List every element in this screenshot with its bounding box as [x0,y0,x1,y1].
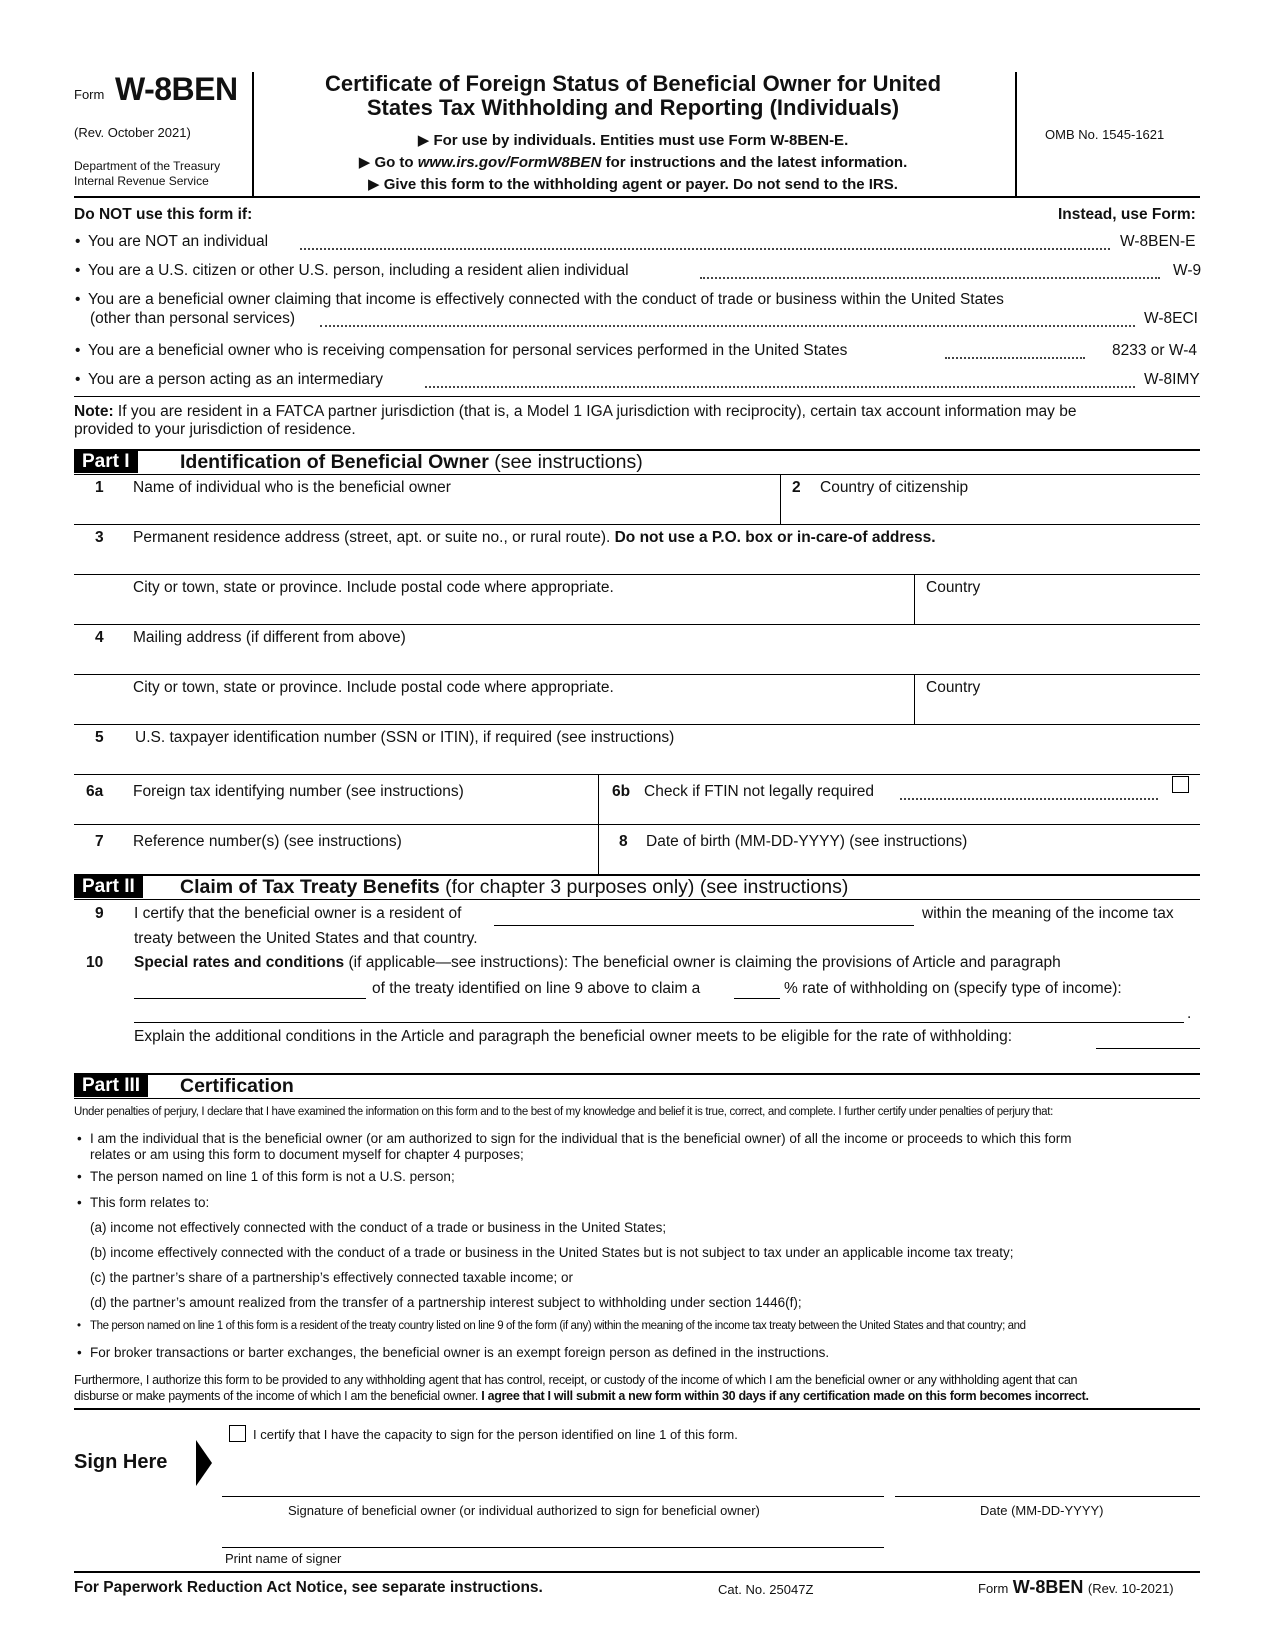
list-subitem: (d) the partner’s amount realized from the transfer of a partnership interest subject to withholding under section 1446(f); [90,1295,802,1310]
omb-number: OMB No. 1545-1621 [1045,127,1165,142]
part-3-label: Part III [74,1075,148,1097]
citizenship-input[interactable] [790,498,1195,522]
agency: Internal Revenue Service [74,174,209,188]
field-label-country: Country [926,579,981,596]
special-rates-text: Special rates and conditions (if applicable—see instructions): The beneficial owner is claiming the provisions of Article and paragraph [134,954,1061,971]
income-type-input[interactable] [134,1022,1184,1023]
us-tin-input[interactable] [133,748,1193,772]
part-2-label: Part II [74,876,143,898]
list-item: • You are NOT an individual [88,234,268,250]
sign-arrow-icon [196,1440,212,1486]
list-subitem: (c) the partner’s share of a partnership’s effectively connected taxable income; or [90,1270,574,1285]
field-label-reference-number: Reference number(s) (see instructions) [133,833,402,850]
residence-address-input[interactable] [133,548,1193,572]
foreign-tin-input[interactable] [133,800,588,822]
field-label-city: City or town, state or province. Include postal code where appropriate. [133,579,614,596]
field-label-city: City or town, state or province. Include postal code where appropriate. [133,679,614,696]
signature-input[interactable] [222,1455,882,1495]
certification-intro: Under penalties of perjury, I declare that I have examined the information on this form and to the best of my knowledge and belief it is true, correct, and complete. I further certify under penalties of perjury that: [74,1106,1053,1118]
print-name-input[interactable] [222,1520,882,1546]
list-item: • The person named on line 1 of this form is a resident of the treaty country listed on line 9 of the form (if any) within the meaning of the income tax treaty between the United States and that country; and [90,1321,1026,1333]
field-number: 10 [86,954,104,971]
field-number: 4 [95,629,104,646]
part-3-title: Certification [180,1075,294,1097]
form-name: W-8BEN [115,71,238,107]
treaty-residence-text-cont: within the meaning of the income tax [922,905,1174,922]
list-item: • The person named on line 1 of this form is not a U.S. person; [90,1170,455,1184]
revision-date: (Rev. October 2021) [74,125,191,140]
list-item-continuation: (other than personal services) [90,310,296,327]
alt-form: W-8IMY [1144,371,1200,388]
date-of-birth-input[interactable] [610,850,1195,872]
list-item: • You are a beneficial owner claiming that income is effectively connected with the conduct of trade or business within the United States [88,292,1004,308]
treaty-residence-text-end: treaty between the United States and that country. [134,930,478,947]
arrow-icon: ▶ [358,154,371,171]
footer-form-id: Form W-8BEN (Rev. 10-2021) [978,1577,1174,1597]
mailing-city-input[interactable] [133,698,903,722]
article-paragraph-input[interactable] [134,998,366,999]
field-number: 5 [95,729,104,746]
date-input[interactable] [895,1455,1200,1495]
list-item: • For broker transactions or barter exchanges, the beneficial owner is an exempt foreign person as defined in the instructions. [90,1346,829,1360]
additional-conditions-text: Explain the additional conditions in the Article and paragraph the beneficial owner meets to be eligible for the rate of withholding: [134,1028,1013,1045]
field-label-country: Country [926,679,981,696]
capacity-checkbox[interactable] [229,1425,246,1442]
mailing-address-input[interactable] [133,648,1193,672]
residence-country-input[interactable] [922,598,1194,622]
part-2-title: Claim of Tax Treaty Benefits (for chapter 3 purposes only) (see instructions) [180,876,849,898]
treaty-country-input[interactable] [494,925,914,926]
field-label-ftin-not-required: Check if FTIN not legally required [644,783,875,800]
mailing-country-input[interactable] [922,698,1194,722]
list-subitem: (a) income not effectively connected with the conduct of a trade or business in the United States; [90,1220,667,1235]
alt-form: 8233 or W-4 [1112,342,1198,359]
form-title-line1: Certificate of Foreign Status of Beneficial Owner for United [324,71,942,96]
catalog-number: Cat. No. 25047Z [718,1582,814,1597]
arrow-icon: ▶ [368,176,380,193]
part-1-label: Part I [74,451,138,473]
alt-form: W-8ECI [1144,310,1198,327]
list-item: • You are a U.S. citizen or other U.S. person, including a resident alien individual [88,263,629,279]
field-label-mailing-address: Mailing address (if different from above) [133,629,406,646]
field-number: 8 [619,833,628,850]
field-label-residence-address: Permanent residence address (street, apt. or suite no., or rural route). Do not use a P.O. box or in-care-of address. [133,529,936,546]
sign-here-label: Sign Here [74,1451,168,1473]
field-number: 3 [95,529,104,546]
withholding-rate-input[interactable] [734,998,780,999]
list-item: • I am the individual that is the beneficial owner (or am authorized to sign for the individual that is the beneficial owner) of all the income or proceeds to which this form relates or am using this form to document myself for chapter 4 purposes; [90,1131,1072,1163]
special-rates-text-rate: % rate of withholding on (specify type of income): [784,980,1122,997]
field-label-name: Name of individual who is the beneficial owner [133,479,451,496]
treaty-residence-text: I certify that the beneficial owner is a resident of [134,905,462,922]
field-number: 2 [792,479,801,496]
list-item: • You are a person acting as an intermediary [88,372,383,388]
special-rates-text-cont: of the treaty identified on line 9 above to claim a [372,980,701,997]
part-1-title: Identification of Beneficial Owner (see instructions) [180,451,643,473]
department: Department of the Treasury [74,159,221,173]
form-word: Form [74,87,105,102]
do-not-use-heading: Do NOT use this form if: [74,206,253,223]
capacity-statement: I certify that I have the capacity to sign for the person identified on line 1 of this form. [253,1427,738,1442]
form-title-line2: States Tax Withholding and Reporting (Individuals) [366,95,900,120]
signature-caption: Signature of beneficial owner (or individual authorized to sign for beneficial owner) [288,1503,760,1518]
field-number: 1 [95,479,104,496]
irs-link[interactable]: www.irs.gov/FormW8BEN [417,154,602,171]
instruction-website: ▶ Go to www.irs.gov/FormW8BEN for instructions and the latest information. [358,154,908,171]
reference-number-input[interactable] [133,850,588,872]
list-item: • This form relates to: [90,1196,209,1210]
arrow-icon: ▶ [417,132,430,149]
alt-form: W-9 [1173,262,1202,279]
date-caption: Date (MM-DD-YYYY) [980,1503,1104,1518]
field-label-us-tin: U.S. taxpayer identification number (SSN or ITIN), if required (see instructions) [135,729,675,746]
print-name-caption: Print name of signer [225,1551,342,1566]
field-label-date-of-birth: Date of birth (MM-DD-YYYY) (see instructions) [646,833,968,850]
field-number: 6a [86,783,104,800]
line-period: . [1187,1005,1192,1022]
instruction-entities: ▶ For use by individuals. Entities must use Form W-8BEN-E. [417,132,849,149]
list-subitem: (b) income effectively connected with the conduct of a trade or business in the United States but is not subject to tax under an applicable income tax treaty; [90,1245,1014,1260]
field-number: 7 [95,833,104,850]
field-label-foreign-tin: Foreign tax identifying number (see instructions) [133,783,464,800]
authorization-text: Furthermore, I authorize this form to be provided to any withholding agent that has control, receipt, or custody of the income of which I am the beneficial owner or any withholding agent that can disburse or make payments of the income of which I am the beneficial owner. I agree that I will submit a new form within 30 days if any certification made on this form becomes incorrect. [74,1373,1089,1403]
field-label-citizenship: Country of citizenship [820,479,969,496]
list-item: • You are a beneficial owner who is receiving compensation for personal services performed in the United States [88,343,847,359]
instead-heading: Instead, use Form: [1058,206,1196,223]
fatca-note: Note: If you are resident in a FATCA partner jurisdiction (that is, a Model 1 IGA jurisdiction with reciprocity), certain tax account information may be provided to your jurisdiction of residence. [74,403,1077,438]
additional-conditions-input[interactable] [1096,1048,1200,1049]
field-number: 9 [95,905,104,922]
paperwork-notice: For Paperwork Reduction Act Notice, see separate instructions. [74,1579,543,1596]
ftin-not-required-checkbox[interactable] [1172,776,1189,793]
residence-city-input[interactable] [133,598,903,622]
field-number: 6b [612,783,631,800]
instruction-give: ▶ Give this form to the withholding agent or payer. Do not send to the IRS. [368,176,898,193]
alt-form: W-8BEN-E [1120,233,1196,250]
name-input[interactable] [133,498,773,522]
